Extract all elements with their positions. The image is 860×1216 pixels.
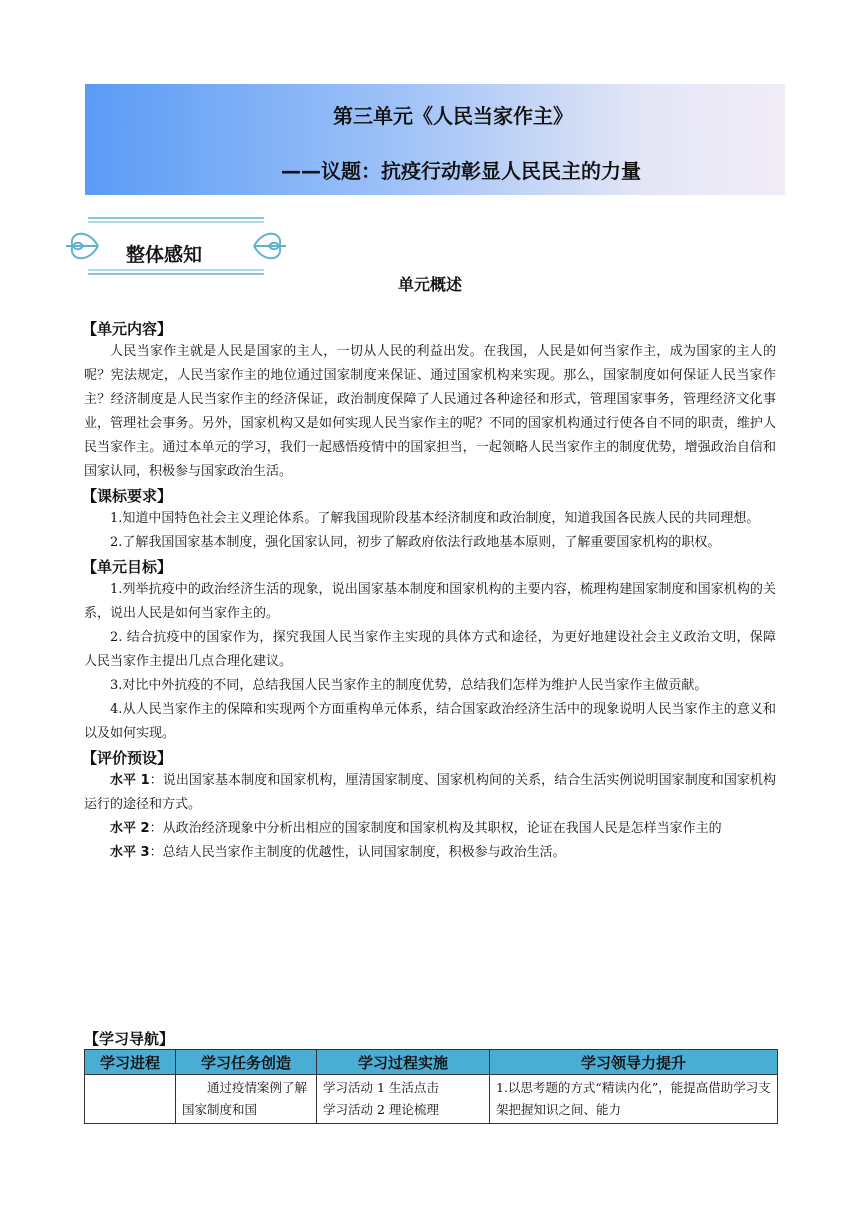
level-label: 水平 2 [110, 821, 150, 836]
level-text: ：说出国家基本制度和国家机构，厘清国家制度、国家机构间的关系，结合生活实例说明国家制度和国家机构运行的途径和方式。 [84, 773, 776, 812]
column-header: 学习进程 [85, 1050, 176, 1075]
goal-item: 4.从人民当家作主的保障和实现两个方面重构单元体系，结合国家政治经济生活中的现象说明人民当家作主的意义和以及如何实现。 [84, 702, 776, 741]
navigation-heading: 【学习导航】 [84, 1030, 175, 1048]
evaluation-level [84, 841, 776, 865]
evaluation-level [84, 769, 776, 817]
column-header: 学习任务创造 [176, 1050, 317, 1075]
activity-line: 学习活动 2 理论梳理 [323, 1102, 439, 1117]
goal-item: 1.列举抗疫中的政治经济生活的现象，说出国家基本制度和国家机构的主要内容，梳理构建国家制度和国家机构的关系，说出人民是如何当家作主的。 [84, 582, 776, 621]
curriculum-heading: 【课标要求】 [82, 487, 173, 505]
goal-item: 2. 结合抗疫中的国家作为，探究我国人民当家作主实现的具体方式和途径，为更好地建设社会主义政治文明，保障人民当家作主提出几点合理化建议。 [84, 630, 776, 669]
section-heading [58, 214, 294, 278]
level-label: 水平 1 [110, 773, 150, 788]
level-label: 水平 3 [110, 845, 150, 860]
table-cell [317, 1075, 490, 1124]
level-text: ：从政治经济现象中分析出相应的国家制度和国家机构及其职权，论证在我国人民是怎样当家作主的 [149, 821, 722, 836]
evaluation-heading: 【评价预设】 [82, 749, 173, 767]
table-cell [85, 1075, 176, 1124]
section-heading-text: 整体感知 [126, 244, 203, 266]
goal-item: 3.对比中外抗疫的不同，总结我国人民当家作主的制度优势，总结我们怎样为维护人民当家作主做贡献。 [110, 678, 708, 693]
unit-title: 第三单元《人民当家作主》 [333, 104, 573, 128]
learning-navigation-table [84, 1049, 778, 1124]
column-header: 学习领导力提升 [490, 1050, 778, 1075]
evaluation-level [84, 817, 776, 841]
table-row [85, 1075, 778, 1124]
unit-subtitle: ——议题：抗疫行动彰显人民民主的力量 [281, 159, 641, 183]
table-cell: 1.以思考题的方式“精读内化”，能提高借助学习支架把握知识之间、能力 [490, 1075, 778, 1124]
level-text: ：总结人民当家作主制度的优越性，认同国家制度，积极参与政治生活。 [149, 845, 566, 860]
overview-title: 单元概述 [397, 275, 462, 294]
table-header-row [85, 1050, 778, 1075]
activity-line: 学习活动 1 生活点击 [323, 1080, 439, 1095]
title-banner [85, 84, 785, 195]
goals-heading: 【单元目标】 [82, 558, 173, 576]
curriculum-item: 1.知道中国特色社会主义理论体系。了解我国现阶段基本经济制度和政治制度，知道我国各民族人民的共同理想。 [110, 511, 760, 526]
document-body [84, 318, 776, 865]
table-cell: 通过疫情案例了解国家制度和国 [176, 1075, 317, 1124]
column-header: 学习过程实施 [317, 1050, 490, 1075]
curriculum-item: 2.了解我国国家基本制度，强化国家认同，初步了解政府依法行政地基本原则，了解重要国家机构的职权。 [110, 535, 721, 550]
unit-content-text: 人民当家作主就是人民是国家的主人，一切从人民的利益出发。在我国，人民是如何当家作主，成为国家的主人的呢？宪法规定，人民当家作主的地位通过国家制度来保证、通过国家机构来实现。那么，国家制度如何保证人民当家作主？经济制度是人民当家作主的经济保证，政治制度保障了人民通过各种途径和形式，管理国家事务，管理经济文化事业，管理社会事务。另外，国家机构又是如何实现人民当家作主的呢？不同的国家机构通过行使各自不同的职责，维护人民当家作主。通过本单元的学习，我们一起感悟疫情中的国家担当，一起领略人民当家作主的制度优势，增强政治自信和国家认同，积极参与国家政治生活。 [84, 344, 776, 479]
unit-content-heading: 【单元内容】 [82, 320, 173, 338]
